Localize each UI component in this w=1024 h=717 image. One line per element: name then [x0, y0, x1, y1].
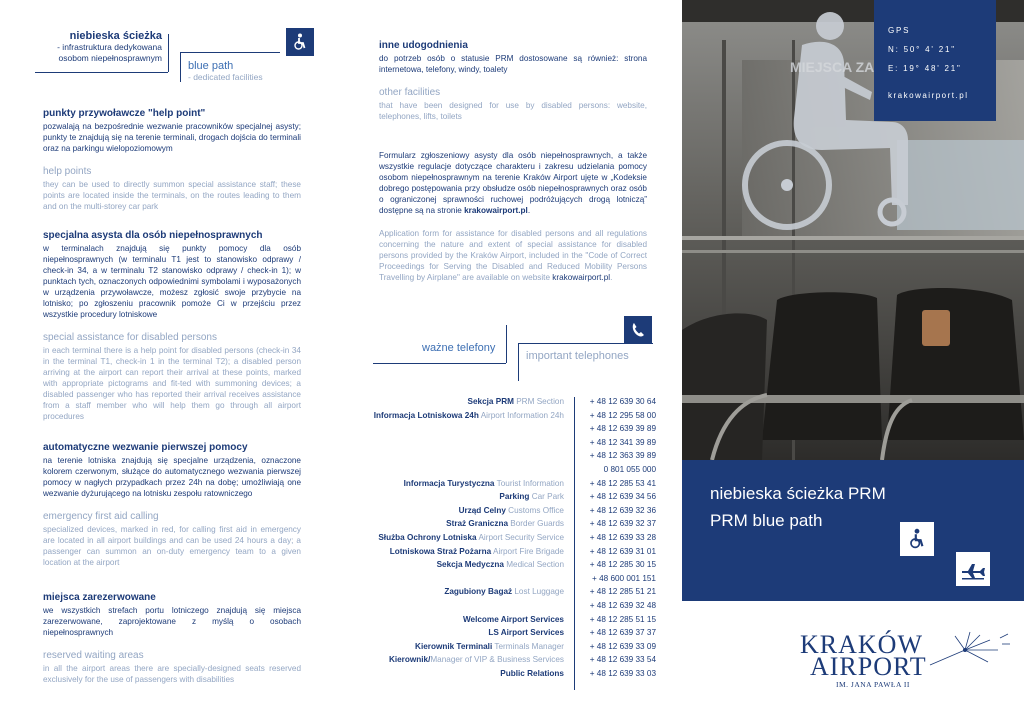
phone-label — [378, 533, 564, 542]
phone-label — [488, 628, 564, 637]
phone-number[interactable]: + 48 12 639 37 37 — [589, 628, 656, 638]
section-text-en: they can be used to directly summon special assistance staff; these points are located inside the terminals, on the routes leading to them and on the multi-storey car park — [43, 180, 301, 211]
section-title-en: emergency first aid calling — [43, 511, 159, 522]
header-pl-sub1: - infrastruktura dedykowana — [57, 42, 162, 52]
section-application-form — [379, 150, 647, 283]
gps-label: GPS — [888, 26, 911, 35]
phone-row — [340, 547, 682, 561]
phone-label — [404, 479, 564, 488]
phone-row — [340, 438, 682, 452]
section-title-pl: specjalna asysta dla osób niepełnosprawnych — [43, 230, 263, 241]
logo-text-line1: KRAKÓW — [800, 630, 923, 659]
phone-label — [463, 615, 564, 624]
phone-icon — [624, 316, 652, 344]
section-text-pl: pozwalają na bezpośrednie wezwanie pracowników specjalnej asysty; punkty te znajdują się na terenie terminali, drogach dojścia do terminali oraz na parkingu wielopoziomowym — [43, 122, 301, 153]
phone-label-pl: Sekcja PRM — [467, 397, 514, 406]
divider — [180, 52, 280, 53]
section-reserved-areas — [43, 592, 301, 685]
phone-number[interactable]: + 48 12 285 51 15 — [589, 614, 656, 624]
phone-label-pl: Informacja Turystyczna — [403, 478, 495, 488]
section-text-pl: na terenie lotniska znajdują się specjalne urządzenia, oznaczone kolorem czerwonym, służące do automatycznego wezwania pierwszej pomocy w nagłych przypadkach przez 24h na dobę; umożliwiają one wezwanie dyżurującego na lotnisku zespołu ratowniczego — [43, 456, 301, 498]
phone-number[interactable]: 0 801 055 000 — [603, 464, 656, 474]
phone-label-en: Lost Luggage — [514, 587, 564, 597]
cover-title-pl: niebieska ścieżka PRM — [710, 484, 886, 503]
phone-row — [340, 628, 682, 642]
left-panel — [0, 0, 340, 717]
phone-number[interactable]: + 48 12 639 33 09 — [589, 641, 656, 651]
divider — [180, 52, 181, 82]
phone-row — [340, 424, 682, 438]
phone-label — [415, 642, 564, 651]
krakow-airport-logo — [800, 630, 1010, 700]
phone-label-en: PRM Section — [516, 397, 564, 406]
phone-label-pl: Straż Graniczna — [446, 519, 509, 529]
divider — [518, 343, 519, 381]
phone-label-pl: Zagubiony Bagaż — [444, 587, 513, 597]
phones-title-en: important telephones — [526, 350, 629, 362]
phones-title-pl: ważne telefony — [422, 342, 496, 354]
phone-label — [468, 397, 564, 406]
phone-number[interactable]: + 48 12 295 58 00 — [589, 410, 656, 420]
phone-row — [340, 397, 682, 411]
phone-number[interactable]: + 48 12 363 39 89 — [589, 451, 656, 461]
wheelchair-icon — [900, 522, 934, 556]
phone-label-pl: Służba Ochrony Lotniska — [378, 532, 477, 542]
phone-label — [374, 411, 564, 420]
phone-row — [340, 601, 682, 615]
header-en — [188, 60, 263, 82]
section-text-pl: do potrzeb osób o statusie PRM dostosowane są również: strona internetowa, telefony, windy, toalety — [379, 54, 647, 74]
phone-number[interactable]: + 48 12 639 31 01 — [589, 546, 656, 556]
phone-label-pl: Public Relations — [500, 668, 564, 678]
phone-row — [340, 411, 682, 425]
phone-label — [459, 506, 564, 515]
phone-number[interactable]: + 48 600 001 151 — [592, 573, 656, 583]
phone-label-pl: Lotniskowa Straż Pożarna — [389, 546, 492, 556]
phone-label — [389, 655, 564, 664]
phone-number[interactable]: + 48 12 639 32 48 — [589, 600, 656, 610]
divider — [35, 72, 168, 73]
section-title-pl: automatyczne wezwanie pierwszej pomocy — [43, 442, 248, 453]
divider — [168, 34, 169, 72]
cover-title-box — [682, 460, 1024, 601]
header-pl-title: niebieska ścieżka — [69, 30, 162, 42]
phone-label-en: Airport Security Service — [478, 532, 564, 542]
phone-label-pl: Kierownik Terminali — [415, 641, 493, 651]
section-title-pl: miejsca zarezerwowane — [43, 592, 156, 603]
header-en-sub: - dedicated facilities — [188, 72, 263, 82]
phone-number[interactable]: + 48 12 285 53 41 — [589, 478, 656, 488]
phone-label-en: Border Guards — [510, 519, 564, 529]
phone-number[interactable]: + 48 12 639 32 36 — [589, 505, 656, 515]
phone-row — [340, 506, 682, 520]
phone-label — [437, 560, 564, 569]
phone-row — [340, 642, 682, 656]
phone-label-en: Terminals Manager — [494, 641, 564, 651]
website-link[interactable]: krakowairport.pl — [464, 206, 528, 215]
section-title-en: special assistance for disabled persons — [43, 332, 217, 343]
divider — [518, 343, 653, 344]
section-other-facilities — [379, 40, 647, 122]
section-title-en: help points — [43, 166, 92, 177]
phone-label — [499, 492, 564, 501]
section-text-en: in all the airport areas there are specially-designed seats reserved exclusively for the use of passengers with disabilities — [43, 664, 301, 684]
section-special-assistance — [43, 230, 301, 422]
phone-label-pl: LS Airport Services — [488, 628, 564, 638]
logo-text-line2: AIRPORT — [810, 652, 927, 681]
section-title-pl: inne udogodnienia — [379, 40, 468, 51]
phone-number[interactable]: + 48 12 341 39 89 — [589, 437, 656, 447]
phone-label-pl: Kierownik/ — [388, 655, 431, 665]
phone-row — [340, 655, 682, 669]
phone-label-pl: Informacja Lotniskowa 24h — [373, 410, 479, 420]
photo-sign-text: MIEJSCA ZA — [790, 59, 875, 75]
section-title-en: other facilities — [379, 87, 441, 98]
phone-label-pl: Parking — [499, 492, 530, 502]
phone-number[interactable]: + 48 12 639 33 03 — [589, 668, 656, 678]
phone-number[interactable]: + 48 12 639 34 56 — [589, 492, 656, 502]
phone-number[interactable]: + 48 12 639 33 54 — [589, 655, 656, 665]
phone-label-pl: Urząd Celny — [458, 505, 506, 515]
section-text-en: in each terminal there is a help point for disabled persons (check-in 34 in the terminal T1, check-in 1 in the terminal T2); a disabled person arriving at the airport can report their arrival at these points, marked with appropriate pictograms and fit-ted with summoning devices; a disabled passenger who has reported their arrival receives assistance from a staff member who will help them go through all airport procedures — [43, 346, 301, 421]
divider — [373, 363, 506, 364]
form-text-pl: Formularz zgłoszeniowy asysty dla osób niepełnosprawnych, a także wszystkie regulacje dotyczące charakteru i zakresu udzielania pomocy osobom niepełnosprawnym na terenie Kraków Airport ujęte w „Kodeksie dobrego postępowania przy obsłudze osób niepełnosprawnych oraz osób o ograniczonej sprawności ruchowej podróżujących drogą lotniczą” dostępne są na stronie krakowairport.pl. — [379, 151, 647, 215]
divider — [506, 325, 507, 363]
dandelion-icon — [920, 630, 1010, 670]
logo-text-line3: IM. JANA PAWŁA II — [836, 680, 910, 689]
phone-label-pl: Welcome Airport Services — [462, 614, 564, 624]
form-text-pl-body: Formularz zgłoszeniowy asysty dla osób niepełnosprawnych, a także wszystkie regulacje dotyczące charakteru i zakresu udzielania pomocy osobom niepełnosprawnym na terenie Kraków Airport ujęte w „Kodeksie dobrego postępowania przy obsłudze osób niepełnosprawnych oraz osób o ograniczonej sprawności ruchowej podróżujących drogą lotniczą” dostępne są na stronie — [379, 151, 647, 215]
phone-row — [340, 492, 682, 506]
cover-title-en: PRM blue path — [710, 511, 823, 530]
phone-row — [340, 465, 682, 479]
middle-panel — [340, 0, 682, 717]
header-pl-sub2: osobom niepełnosprawnym — [58, 53, 162, 63]
section-first-aid — [43, 442, 301, 568]
phone-row — [340, 574, 682, 588]
phone-number[interactable]: + 48 12 285 30 15 — [589, 560, 656, 570]
airplane-icon — [956, 552, 990, 586]
phone-row — [340, 533, 682, 547]
header-pl — [2, 30, 162, 64]
phone-row — [340, 451, 682, 465]
form-text-en-body: Application form for assistance for disabled persons and all regulations concerning the nature and extent of special assistance for disabled persons provided by the Kraków Airport, included in the "Code of Correct Proceedings for Serving the Disabled and Reduced Mobility Persons Travelling by Airplane" are available on website — [379, 229, 647, 282]
phone-label-en: Tourist Information — [496, 478, 564, 488]
phone-number[interactable]: + 48 12 285 51 21 — [589, 587, 656, 597]
phone-row — [340, 560, 682, 574]
phone-label-pl: Sekcja Medyczna — [436, 560, 504, 570]
section-text-pl: we wszystkich strefach portu lotniczego znajdują się miejsca zarezerwowane, zaprojektowane z myślą o osobach niepełnosprawnych — [43, 606, 301, 637]
gps-latitude: N: 50° 4' 21" — [888, 45, 956, 54]
form-text-en: Application form for assistance for disabled persons and all regulations concerning the nature and extent of special assistance for disabled persons provided by the Kraków Airport, included in the "Code of Correct Proceedings for Serving the Disabled and Reduced Mobility Persons Travelling by Airplane" are available on website krakowairport.pl. — [379, 229, 647, 282]
phone-label-en: Manager of VIP & Business Services — [430, 655, 564, 665]
phone-row — [340, 479, 682, 493]
phone-list — [340, 397, 682, 682]
phone-label-en: Car Park — [531, 492, 564, 502]
phone-label-en: Customs Office — [508, 505, 564, 515]
phone-label — [500, 669, 564, 678]
phone-label — [446, 519, 564, 528]
section-title-pl: punkty przywoławcze "help point" — [43, 108, 206, 119]
phone-number[interactable]: + 48 12 639 39 89 — [589, 424, 656, 434]
phone-label-en: Airport Fire Brigade — [493, 546, 564, 556]
phone-label-en: Airport Information 24h — [480, 410, 564, 420]
section-text-en: specialized devices, marked in red, for calling first aid in emergency are located in all airport buildings and can be used 24 hours a day; a passenger can summon an on-duty emergency team to a given location at the airport — [43, 525, 301, 567]
phone-label — [390, 547, 564, 556]
gps-box — [874, 0, 996, 121]
gps-longitude: E: 19° 48' 21" — [888, 64, 962, 73]
phone-row — [340, 669, 682, 683]
phone-row — [340, 519, 682, 533]
header-en-title: blue path — [188, 60, 234, 72]
section-help-points — [43, 108, 301, 212]
phone-number[interactable]: + 48 12 639 32 37 — [589, 519, 656, 529]
cover-panel — [682, 0, 1024, 717]
website-link[interactable]: krakowairport.pl — [888, 91, 969, 100]
wheelchair-icon — [286, 28, 314, 56]
website-link[interactable]: krakowairport.pl — [552, 273, 611, 282]
phone-row — [340, 615, 682, 629]
phone-number[interactable]: + 48 12 639 33 28 — [589, 532, 656, 542]
section-title-en: reserved waiting areas — [43, 650, 144, 661]
section-text-en: that have been designed for use by disabled persons: website, telephones, lifts, toilets — [379, 101, 647, 121]
phone-number[interactable]: + 48 12 639 30 64 — [589, 397, 656, 406]
phone-label — [444, 587, 564, 596]
phone-label-en: Medical Section — [506, 560, 564, 570]
phone-row — [340, 587, 682, 601]
section-text-pl: w terminalach znajdują się punkty pomocy dla osób niepełnosprawnych (w terminalu T1 jest to stanowisko odprawy / check-in 34, a w terminalu T2 stanowisko odprawy / check-in 1); w punktach tych, oznaczonych odpowiednimi symbolami i wyposażonych w urządzenia przywoławcze, możesz zgłosić swoje przybycie na lotnisko; po zgłoszeniu pracownik pomoże Ci w przejściu przez wszystkie procedury lotniskowe — [43, 244, 301, 319]
